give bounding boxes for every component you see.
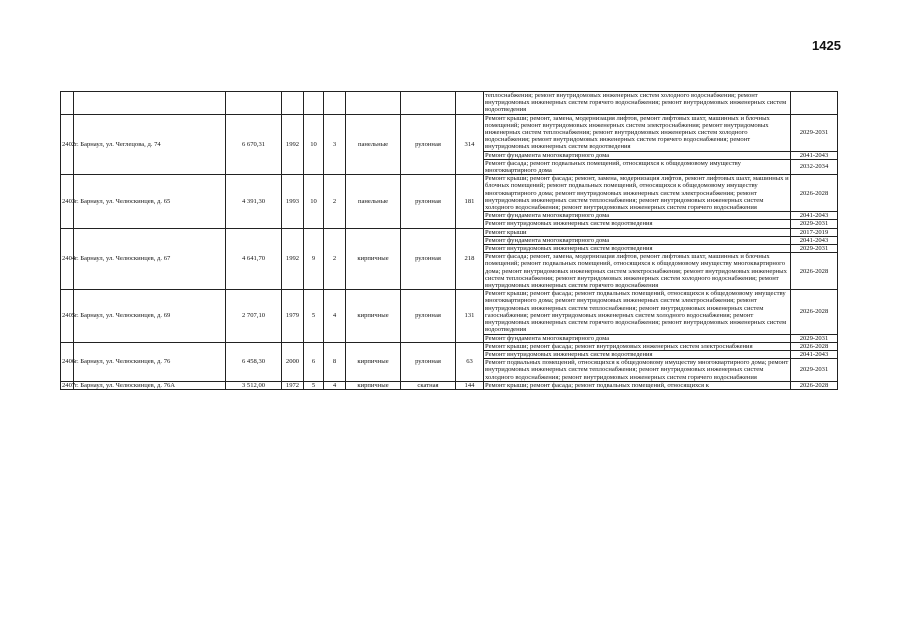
cell-entrances: 3 bbox=[324, 114, 346, 175]
cell-period: 2029-2031 bbox=[791, 245, 838, 253]
cell-roof: скатная bbox=[401, 381, 456, 389]
cell-period: 2017-2019 bbox=[791, 228, 838, 236]
table-row bbox=[61, 114, 838, 151]
cell-num: 2406 bbox=[61, 342, 74, 381]
cell-work: Ремонт внутридомовых инженерных систем водоотведения bbox=[484, 220, 791, 228]
cell-area bbox=[226, 92, 282, 115]
cell-count: 144 bbox=[456, 381, 484, 389]
cell-period: 2041-2043 bbox=[791, 350, 838, 358]
cell-year: 1992 bbox=[282, 228, 304, 290]
cell-work: Ремонт крыши; ремонт фасада; ремонт, замена, модернизация лифтов, ремонт лифтовых шахт, машинных и блочных помещений; ремонт подвальных помещений, относящихся к общедомовому имуществу многоквартирного дома; ремонт внутридомовых инженерных систем электроснабжения; ремонт внутридомовых инженерных систем теплоснабжения; ремонт внутридомовых инженерных систем холодного водоснабжения; ремонт внутридомовых инженерных систем горячего водоснабжения bbox=[485, 175, 789, 212]
cell-period: 2029-2031 bbox=[791, 359, 838, 382]
cell-work: Ремонт подвальных помещений, относящихся к общедомовому имуществу многоквартирного дома; ремонт внутридомовых инженерных систем теплоснабжения; ремонт внутридомовых инженерных систем холодного водоснабжения; ремонт внутридомовых инженерных систем горячего водоснабжения bbox=[484, 359, 791, 382]
cell-entrances bbox=[324, 92, 346, 115]
cell-year bbox=[282, 92, 304, 115]
cell-work: Ремонт фасада; ремонт подвальных помещений, относящихся к общедомовому имуществу многоквартирного дома bbox=[484, 159, 791, 174]
cell-address: г. Барнаул, ул. Чеглецова, д. 74 bbox=[74, 114, 226, 175]
cell-period: 2041-2043 bbox=[791, 212, 838, 220]
table-row bbox=[61, 228, 838, 236]
cell-entrances: 2 bbox=[324, 175, 346, 228]
cell-address: г. Барнаул, ул. Челюскинцев, д. 76 bbox=[74, 342, 226, 381]
cell-entrances: 8 bbox=[324, 342, 346, 381]
cell-floors: 10 bbox=[304, 175, 324, 228]
table-row bbox=[61, 290, 838, 334]
cell-num: 2404 bbox=[61, 228, 74, 290]
cell-period bbox=[791, 92, 838, 115]
cell-area: 6 670,31 bbox=[226, 114, 282, 175]
cell-work: Ремонт крыши; ремонт фасада; ремонт внутридомовых инженерных систем электроснабжения bbox=[484, 342, 791, 350]
cell-entrances: 4 bbox=[324, 290, 346, 342]
cell-work: Ремонт крыши; ремонт, замена, модернизация лифтов, ремонт лифтовых шахт, машинных и блочных помещений; ремонт внутридомовых инженерных систем электроснабжения; ремонт внутридомовых инженерных систем теплоснабжения; ремонт внутридомовых инженерных систем холодного водоснабжения; ремонт внутридомовых инженерных систем горячего водоснабжения; ремонт внутридомовых инженерных систем водоотведения bbox=[484, 114, 791, 151]
cell-area: 4 641,70 bbox=[226, 228, 282, 290]
cell-walls: панельные bbox=[346, 175, 401, 228]
cell-count: 131 bbox=[456, 290, 484, 342]
cell-count: 314 bbox=[456, 114, 484, 175]
cell-roof bbox=[401, 92, 456, 115]
cell-period: 2026-2028 bbox=[791, 381, 838, 389]
cell-num: 2402 bbox=[61, 114, 74, 175]
cell-num: 2405 bbox=[61, 290, 74, 342]
cell-address: г. Барнаул, ул. Челюскинцев, д. 69 bbox=[74, 290, 226, 342]
cell-period: 2032-2034 bbox=[791, 159, 838, 174]
cell-count bbox=[456, 92, 484, 115]
cell-walls: кирпичные bbox=[346, 290, 401, 342]
cell-floors: 9 bbox=[304, 228, 324, 290]
cell-year: 1972 bbox=[282, 381, 304, 389]
cell-period: 2029-2031 bbox=[791, 220, 838, 228]
cell-floors: 5 bbox=[304, 381, 324, 389]
cell-work: теплоснабжения; ремонт внутридомовых инженерных систем холодного водоснабжения; ремонт внутридомовых инженерных систем горячего водоснабжения; ремонт внутридомовых инженерных систем водоотведения bbox=[484, 92, 791, 115]
cell-year: 1993 bbox=[282, 175, 304, 228]
cell-count: 63 bbox=[456, 342, 484, 381]
cell-work: Ремонт фундамента многоквартирного дома bbox=[484, 334, 791, 342]
cell-year: 1992 bbox=[282, 114, 304, 175]
table-row bbox=[61, 381, 838, 389]
cell-roof: рулонная bbox=[401, 228, 456, 290]
cell-period: 2026-2028 bbox=[791, 290, 838, 334]
cell-period: 2026-2028 bbox=[791, 342, 838, 350]
cell-address: г. Барнаул, ул. Челюскинцев, д. 76А bbox=[74, 381, 226, 389]
cell-period: 2026-2028 bbox=[791, 253, 838, 290]
cell-floors: 6 bbox=[304, 342, 324, 381]
cell-period: 2026-2028 bbox=[791, 175, 838, 212]
cell-area: 6 458,30 bbox=[226, 342, 282, 381]
cell-num: 2407 bbox=[62, 381, 76, 389]
cell-year: 1979 bbox=[282, 290, 304, 342]
cell-roof: рулонная bbox=[401, 114, 456, 175]
cell-walls: кирпичные bbox=[346, 228, 401, 290]
cell-work: Ремонт фасада; ремонт, замена, модернизация лифтов, ремонт лифтовых шахт, машинных и блочных помещений; ремонт подвальных помещений, относящихся к общедомовому имуществу многоквартирного дома; ремонт внутридомовых инженерных систем электроснабжения; ремонт внутридомовых инженерных систем теплоснабжения; ремонт внутридомовых инженерных систем холодного водоснабжения; ремонт внутридомовых инженерных систем горячего водоснабжения bbox=[484, 253, 791, 290]
cell-address: г. Барнаул, ул. Челюскинцев, д. 67 bbox=[74, 228, 226, 290]
cell-area: 2 707,10 bbox=[226, 290, 282, 342]
cell-work: Ремонт крыши bbox=[484, 228, 791, 236]
cell-year: 2000 bbox=[282, 342, 304, 381]
cell-count: 181 bbox=[456, 175, 484, 228]
cell-period: 2041-2043 bbox=[791, 151, 838, 159]
cell-roof: рулонная bbox=[401, 175, 456, 228]
cell-floors: 5 bbox=[304, 290, 324, 342]
cell-roof: рулонная bbox=[401, 290, 456, 342]
cell-num bbox=[61, 92, 74, 115]
cell-count: 218 bbox=[456, 228, 484, 290]
table-body bbox=[61, 92, 838, 390]
cell-walls: кирпичные bbox=[346, 342, 401, 381]
page-number: 1425 bbox=[812, 38, 841, 53]
cell-work: Ремонт внутридомовых инженерных систем водоотведения bbox=[484, 245, 791, 253]
cell-period: 2029-2031 bbox=[791, 114, 838, 151]
cell-walls: кирпичные bbox=[346, 381, 401, 389]
cell-floors bbox=[304, 92, 324, 115]
cell-work: Ремонт внутридомовых инженерных систем водоотведения bbox=[484, 350, 791, 358]
cell-work: Ремонт крыши; ремонт фасада; ремонт подвальных помещений, относящихся к общедомовому имуществу многоквартирного дома; ремонт внутридомовых инженерных систем электроснабжения; ремонт внутридомовых инженерных систем теплоснабжения; ремонт внутридомовых инженерных систем газоснабжения; ремонт внутридомовых инженерных систем холодного водоснабжения; ремонт внутридомовых инженерных систем горячего водоснабжения; ремонт внутридомовых инженерных систем водоотведения bbox=[484, 290, 791, 334]
repair-schedule-table bbox=[60, 91, 838, 390]
cell-walls: панельные bbox=[346, 114, 401, 175]
cell-area: 3 512,00 bbox=[226, 381, 282, 389]
cell-entrances: 2 bbox=[324, 228, 346, 290]
cell-num: 2403 bbox=[61, 175, 74, 228]
cell-work: Ремонт крыши; ремонт фасада; ремонт подвальных помещений, относящихся к bbox=[484, 381, 791, 389]
cell-period: 2041-2043 bbox=[791, 236, 838, 244]
table-row bbox=[61, 175, 838, 212]
cell-work: Ремонт фундамента многоквартирного дома bbox=[484, 212, 791, 220]
cell-address: г. Барнаул, ул. Челюскинцев, д. 65 bbox=[74, 175, 226, 228]
cell-entrances: 4 bbox=[324, 381, 346, 389]
cell-roof: рулонная bbox=[401, 342, 456, 381]
cell-work: Ремонт фундамента многоквартирного дома bbox=[484, 151, 791, 159]
table-row bbox=[61, 342, 838, 350]
table-row-continuation bbox=[61, 92, 838, 115]
cell-floors: 10 bbox=[304, 114, 324, 175]
cell-walls bbox=[346, 92, 401, 115]
cell-work: Ремонт фундамента многоквартирного дома bbox=[484, 236, 791, 244]
cell-period: 2029-2031 bbox=[791, 334, 838, 342]
cell-area: 4 391,30 bbox=[226, 175, 282, 228]
cell-address bbox=[74, 92, 226, 115]
